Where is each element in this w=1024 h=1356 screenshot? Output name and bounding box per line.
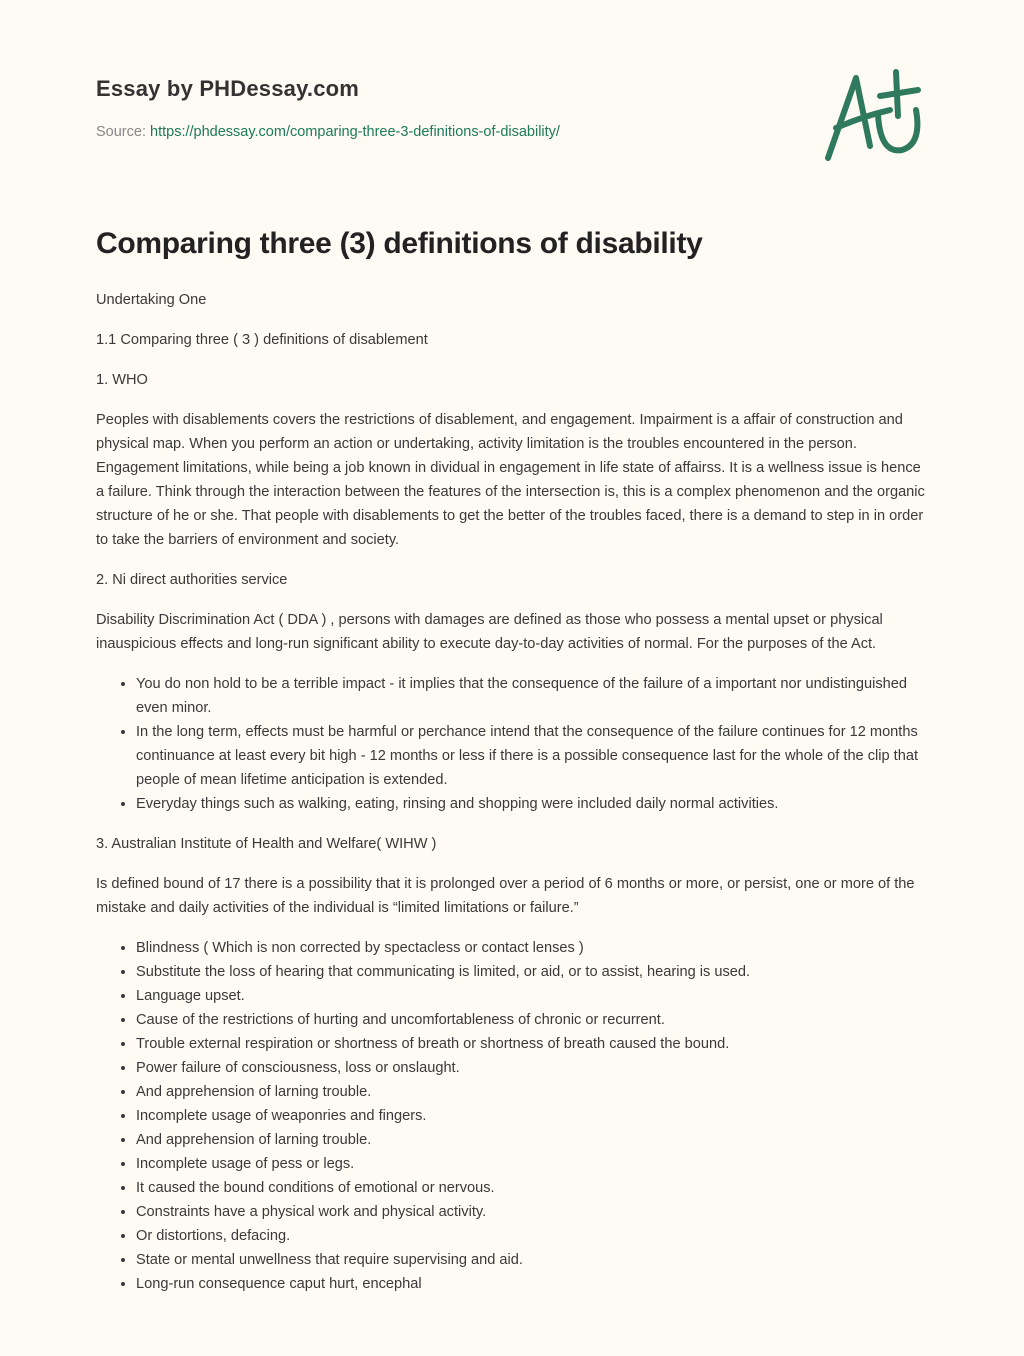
list-item: • You do non hold to be a terrible impact - it implies that the consequence of the failure of a important nor undistinguished even minor. — [136, 672, 932, 720]
list-item: • Cause of the restrictions of hurting and uncomfortableness of chronic or recurrent. — [136, 1008, 932, 1032]
section-heading: 2. Ni direct authorities service — [96, 572, 288, 588]
list-item: • Blindness ( Which is non corrected by spectacless or contact lenses ) — [136, 936, 932, 960]
bullet-list — [96, 672, 932, 816]
source-label: Source: — [96, 124, 146, 140]
article — [96, 222, 932, 1312]
list-item: • In the long term, effects must be harmful or perchance intend that the consequence of the failure continues for 12 months continuance at least every bit high - 12 months or less if there is a possible consequence last for the whole of the clip that people of mean lifetime anticipation is extended. — [136, 720, 932, 792]
paragraph: Peoples with disablements covers the restrictions of disablement, and engagement. Impairment is a affair of construction and physical map. When you perform an action or undertaking, activity limitation is the troubles encountered in the person. Engagement limitations, while being a job known in dividual in engagement in life state of affairss. It is a wellness issue is hence a failure. Think through the interaction between the features of the intersection is, this is a complex phenomenon and the organic structure of he or she. That people with disablements to get the better of the troubles faced, there is a demand to step in in order to take the barriers of environment and society. — [96, 412, 925, 548]
source-line — [96, 124, 560, 140]
site-header — [96, 76, 560, 140]
section-heading: 3. Australian Institute of Health and Welfare( WIHW ) — [96, 836, 437, 852]
paragraph: Is defined bound of 17 there is a possibility that it is prolonged over a period of 6 months or more, or persist, one or more of the mistake and daily activities of the individual is “limited limitations or failure.” — [96, 876, 915, 916]
paragraph: Undertaking One — [96, 292, 207, 308]
list-item: • Incomplete usage of pess or legs. — [136, 1152, 932, 1176]
a-plus-logo-icon — [818, 66, 928, 166]
list-item: • Language upset. — [136, 984, 932, 1008]
site-title: Essay by PHDessay.com — [96, 76, 360, 101]
list-item: • State or mental unwellness that require supervising and aid. — [136, 1248, 932, 1272]
list-item: • Or distortions, defacing. — [136, 1224, 932, 1248]
list-item: • Incomplete usage of weaponries and fingers. — [136, 1104, 932, 1128]
list-item: • Substitute the loss of hearing that communicating is limited, or aid, or to assist, hearing is used. — [136, 960, 932, 984]
article-title: Comparing three (3) definitions of disability — [96, 227, 703, 260]
paragraph: Disability Discrimination Act ( DDA ) , persons with damages are defined as those who possess a mental upset or physical inauspicious effects and long-run significant ability to execute day-to-day activities of normal. For the purposes of the Act. — [96, 612, 883, 652]
list-item: • And apprehension of larning trouble. — [136, 1080, 932, 1104]
list-item: • It caused the bound conditions of emotional or nervous. — [136, 1176, 932, 1200]
list-item: • Trouble external respiration or shortness of breath or shortness of breath caused the bound. — [136, 1032, 932, 1056]
list-item: • Power failure of consciousness, loss or onslaught. — [136, 1056, 932, 1080]
list-item: • And apprehension of larning trouble. — [136, 1128, 932, 1152]
source-link[interactable]: https://phdessay.com/comparing-three-3-definitions-of-disability/ — [150, 124, 560, 140]
list-item: • Everyday things such as walking, eating, rinsing and shopping were included daily normal activities. — [136, 792, 932, 816]
section-heading: 1. WHO — [96, 372, 148, 388]
list-item: • Long-run consequence caput hurt, encephal — [136, 1272, 932, 1296]
bullet-list — [96, 936, 932, 1296]
list-item: • Constraints have a physical work and physical activity. — [136, 1200, 932, 1224]
paragraph: 1.1 Comparing three ( 3 ) definitions of disablement — [96, 332, 428, 348]
